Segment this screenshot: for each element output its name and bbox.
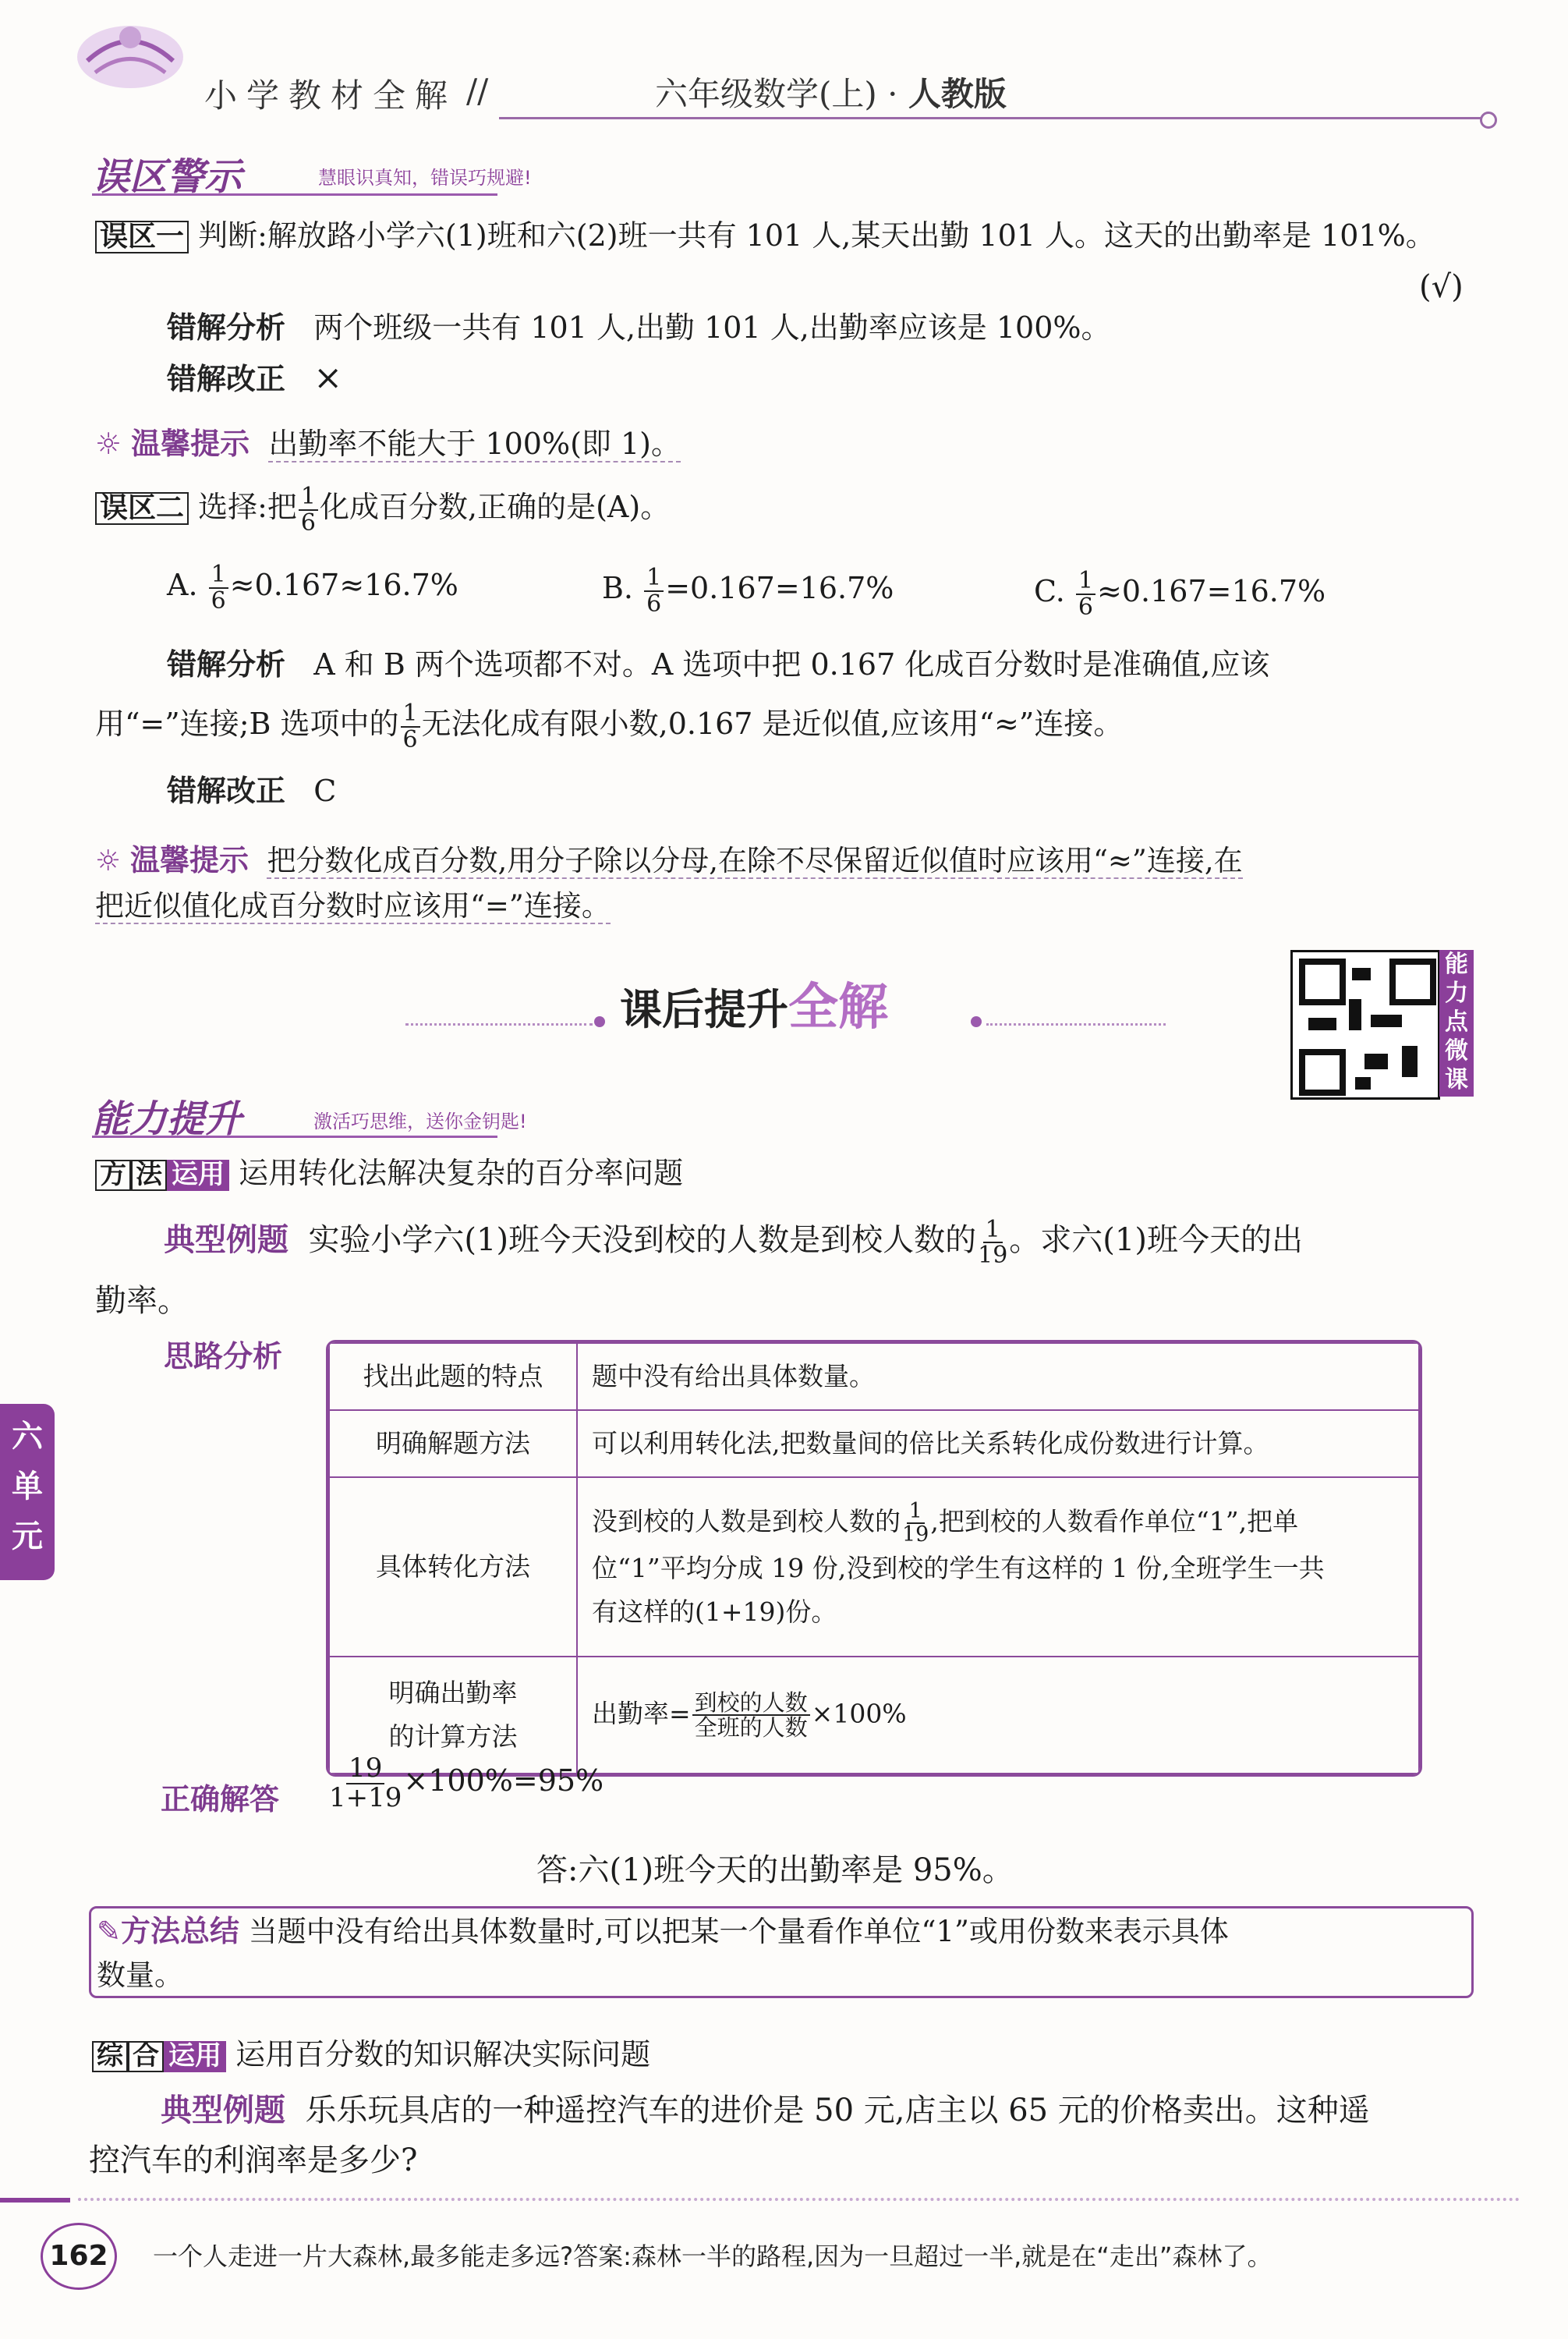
method-heading: 方 法 运用 运用转化法解决复杂的百分率问题 xyxy=(95,1150,683,1197)
comprehensive-heading: 综 合 运用 运用百分数的知识解决实际问题 xyxy=(92,2031,650,2079)
header-slash: // xyxy=(466,72,489,110)
summary: ✎方法总结 当题中没有给出具体数量时,可以把某一个量看作单位“1”或用份数来表示具体 数量。 xyxy=(97,1914,1229,1992)
mistake-1-correction: 错解改正 × xyxy=(167,358,343,398)
mistake-section-title: 误区警示 xyxy=(92,155,242,199)
mistake-2-option-c: C. $\frac{1}{6}$ ≈0.167=16.7% xyxy=(1034,567,1326,621)
mistake-1-analysis: 错解分析 两个班级一共有 101 人,出勤 101 人,出勤率应该是 100%。 xyxy=(167,310,1111,345)
mistake-1-tip: ☼ 温馨提示 出勤率不能大于 100%(即 1)。 xyxy=(95,427,681,461)
banner-dot-right xyxy=(971,1016,982,1027)
ability-section-underline xyxy=(92,1136,497,1138)
banner-line-left xyxy=(405,1023,593,1026)
mistake-1-mark: (√) xyxy=(1419,269,1464,305)
lightbulb-icon: ☼ xyxy=(95,427,122,461)
method-tag: 方 xyxy=(95,1160,131,1191)
pencil-icon: ✎ xyxy=(97,1915,122,1948)
after-class-title: 课后提升全解 xyxy=(620,979,888,1037)
mistake-2-correction: 错解改正 C xyxy=(167,774,337,808)
table-value: 没到校的人数是到校人数的 $\frac{1}{19}$ ,把到校的人数看作单位“1”,把单 位“1”平均分成 19 份,没到校的学生有这样的 1 份,全班学生一共 有这样的(1+19)份。 xyxy=(577,1477,1419,1657)
mistake-1-tag: 误区一 xyxy=(95,221,189,253)
header-subject: 六年级数学(上) · 人教版 xyxy=(655,75,1007,113)
footer-dotted xyxy=(78,2198,1520,2201)
analysis-label: 思路分析 xyxy=(164,1339,283,1373)
mistake-2-analysis-1: 错解分析 A 和 B 两个选项都不对。A 选项中把 0.167 化成百分数时是准确值,应该 xyxy=(167,647,1270,682)
table-key: 具体转化方法 xyxy=(329,1477,577,1657)
table-key: 找出此题的特点 xyxy=(329,1343,577,1410)
ability-section-slogan: 激活巧思维，送你金钥匙! xyxy=(313,1111,527,1132)
example-2-end: 控汽车的利润率是多少? xyxy=(89,2142,418,2178)
mistake-section-underline xyxy=(92,193,497,196)
page-number: 162 xyxy=(41,2223,117,2290)
header-rule-dot xyxy=(1480,112,1497,129)
header-rule xyxy=(499,117,1481,119)
banner-line-right xyxy=(986,1023,1166,1026)
banner-dot-left xyxy=(594,1016,605,1027)
mistake-2-tip: ☼ 温馨提示 把分数化成百分数,用分子除以分母,在除不尽保留近似值时应该用“≈”连接,在 把近似值化成百分数时应该用“=”连接。 xyxy=(95,843,1243,923)
table-value: 可以利用转化法,把数量间的倍比关系转化成份数进行计算。 xyxy=(577,1410,1419,1477)
answer-label: 正确解答 xyxy=(161,1782,280,1816)
mistake-2-question: 误区二 选择:把 $\frac{1}{6}$ 化成百分数,正确的是(A)。 xyxy=(95,484,670,535)
header-logo xyxy=(72,6,189,92)
answer-formula: $\frac{19}{1+19}$ ×100%=95% xyxy=(329,1752,604,1813)
answer-sentence: 答:六(1)班今天的出勤率是 95%。 xyxy=(536,1852,1014,1888)
mistake-2-option-b: B. $\frac{1}{6}$ =0.167=16.7% xyxy=(602,564,894,618)
qr-code[interactable] xyxy=(1290,950,1440,1100)
mistake-2-analysis-2: 用“=”连接;B 选项中的 $\frac{1}{6}$ 无法化成有限小数,0.167 是近似值,应该用“≈”连接。 xyxy=(95,700,1124,753)
example-2: 典型例题 乐乐玩具店的一种遥控汽车的进价是 50 元,店主以 65 元的价格卖出。这种遥 xyxy=(161,2093,1370,2128)
mistake-2-option-a: A. $\frac{1}{6}$ ≈0.167≈16.7% xyxy=(167,561,458,615)
mistake-2-tag: 误区二 xyxy=(95,492,189,525)
mistake-1-question: 误区一 判断:解放路小学六(1)班和六(2)班一共有 101 人,某天出勤 101 人。这天的出勤率是 101%。 xyxy=(95,212,1475,260)
example-1-end: 勤率。 xyxy=(95,1283,189,1319)
lightbulb-icon: ☼ xyxy=(95,844,122,877)
example-1: 典型例题 实验小学六(1)班今天没到校的人数是到校人数的 $\frac{1}{19}$ 。求六(1)班今天的出 xyxy=(164,1215,1303,1269)
qr-label: 能 力 点 微 课 xyxy=(1439,950,1474,1097)
footer-note: 一个人走进一片大森林,最多能走多远?答案:森林一半的路程,因为一旦超过一半,就是在“走出”森林了。 xyxy=(153,2242,1272,2271)
table-value: 题中没有给出具体数量。 xyxy=(577,1343,1419,1410)
book-title: 小学教材全解 xyxy=(204,76,458,115)
unit-side-tab: 六 单 元 xyxy=(0,1404,55,1580)
table-key: 明确出勤率 的计算方法 xyxy=(329,1657,577,1774)
table-value: 出勤率= $\frac{\text{到校的人数}}{\text{全班的人数}}$ ×100% xyxy=(577,1657,1419,1774)
ability-section-title: 能力提升 xyxy=(92,1097,242,1141)
analysis-table xyxy=(326,1340,1422,1777)
mistake-section-slogan: 慧眼识真知，错误巧规避! xyxy=(318,167,532,189)
table-key: 明确解题方法 xyxy=(329,1410,577,1477)
